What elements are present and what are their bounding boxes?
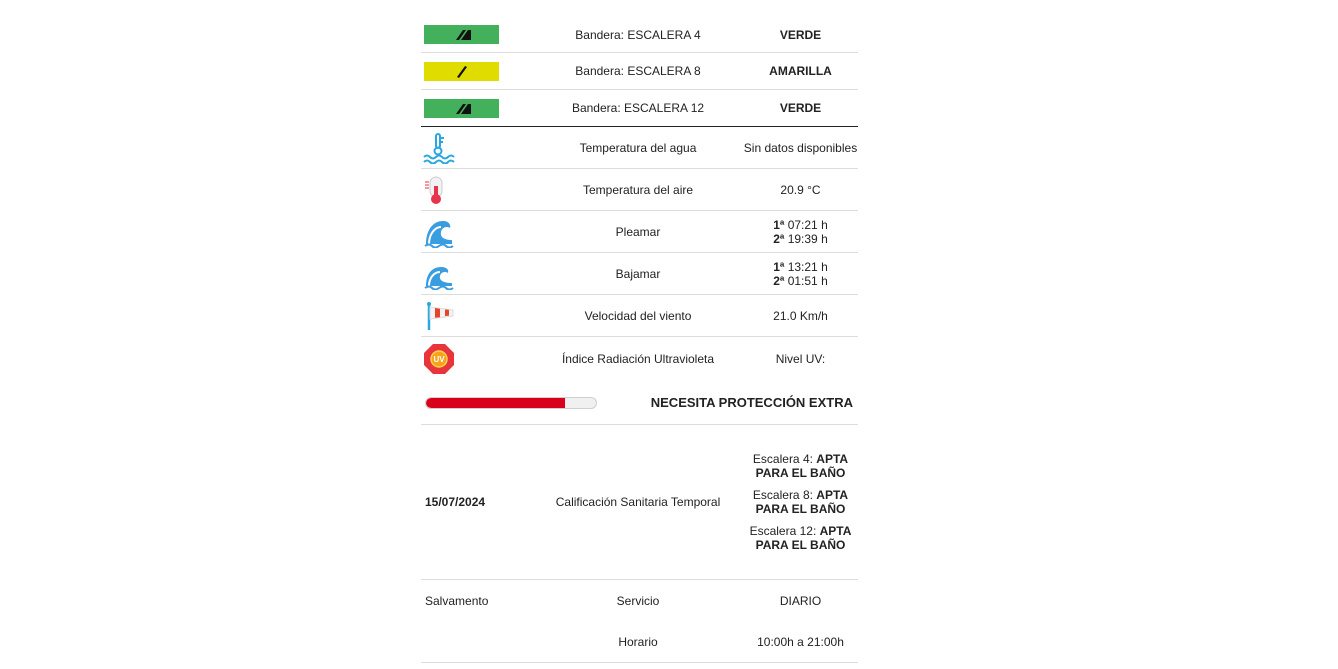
lifeguard-title: Salvamento [425,594,489,608]
flag-green [424,99,499,118]
uv-advice: NECESITA PROTECCIÓN EXTRA [650,395,853,410]
low-tide-row [421,253,858,295]
high-tide-row [421,211,858,253]
water-temp-value: Sin datos disponibles [743,140,858,155]
ladder-status: APTA PARA EL BAÑO [755,524,852,552]
service-value: DIARIO [779,594,822,608]
windsock-icon [423,300,455,332]
sanitary-date: 15/07/2024 [425,495,486,509]
uv-icon [423,343,455,375]
wind-label: Velocidad del viento [584,308,692,323]
tide-time: 13:21 h [787,259,828,274]
low-tide-label: Bajamar [615,266,661,281]
ladder-name: Escalera 4: [752,452,813,466]
tide-time: 19:39 h [787,231,828,246]
flag-row [421,90,858,127]
schedule-value: 10:00h a 21:00h [757,635,844,649]
uv-bar-row [421,381,858,425]
tide-ordinal: 1ª [773,217,785,232]
flag-row [421,53,858,90]
tide-time: 01:51 h [787,273,828,288]
flag-status: VERDE [779,101,822,115]
uv-badge-text: UV [433,355,445,364]
air-temp-label: Temperatura del aire [582,182,694,197]
flag-label: Bandera: ESCALERA 8 [575,64,701,78]
flag-green [424,25,499,44]
schedule-label: Horario [618,635,658,649]
lifeguard-schedule-row [421,622,858,663]
uv-level-bar [425,397,597,409]
tide-ordinal: 2ª [773,231,785,246]
ladder-status: APTA PARA EL BAÑO [755,488,849,516]
air-temp-value: 20.9 °C [780,182,821,197]
double-slash-icon [452,27,472,42]
flag-label: Bandera: ESCALERA 4 [575,27,701,42]
thermometer-icon [423,174,455,206]
beach-info-table [421,17,858,663]
wind-row [421,295,858,337]
sanitary-item [743,524,858,552]
single-slash-icon [452,64,472,79]
ladder-name: Escalera 8: [752,488,813,502]
water-temp-label: Temperatura del agua [579,140,697,155]
sanitary-item [743,452,858,480]
ladder-name: Escalera 12: [749,524,817,538]
water-temp-row [421,127,858,169]
uv-value: Nivel UV: [775,352,826,366]
tide-ordinal: 2ª [773,273,785,288]
high-tide-times [743,218,858,246]
flag-yellow [424,62,499,81]
flag-status: AMARILLA [769,64,832,78]
lifeguard-service-row [421,580,858,622]
flag-row [421,17,858,53]
sanitary-items [743,452,858,552]
sanitary-item [743,488,858,516]
uv-level-fill [426,398,565,408]
wind-value: 21.0 Km/h [773,308,828,323]
tide-ordinal: 1ª [773,259,785,274]
double-slash-icon [452,101,472,116]
flag-status: VERDE [779,27,822,42]
wave-icon [423,258,455,290]
sanitary-label: Calificación Sanitaria Temporal [555,495,721,509]
uv-label: Índice Radiación Ultravioleta [561,352,715,366]
flag-label: Bandera: ESCALERA 12 [571,101,705,115]
ladder-status: APTA PARA EL BAÑO [755,452,849,480]
high-tide-label: Pleamar [615,224,661,239]
uv-row [421,337,858,381]
tide-time: 07:21 h [787,217,828,232]
low-tide-times [743,260,858,288]
air-temp-row [421,169,858,211]
water-thermometer-icon [423,132,455,164]
wave-icon [423,216,455,248]
service-label: Servicio [616,594,660,608]
sanitary-row [421,425,858,580]
